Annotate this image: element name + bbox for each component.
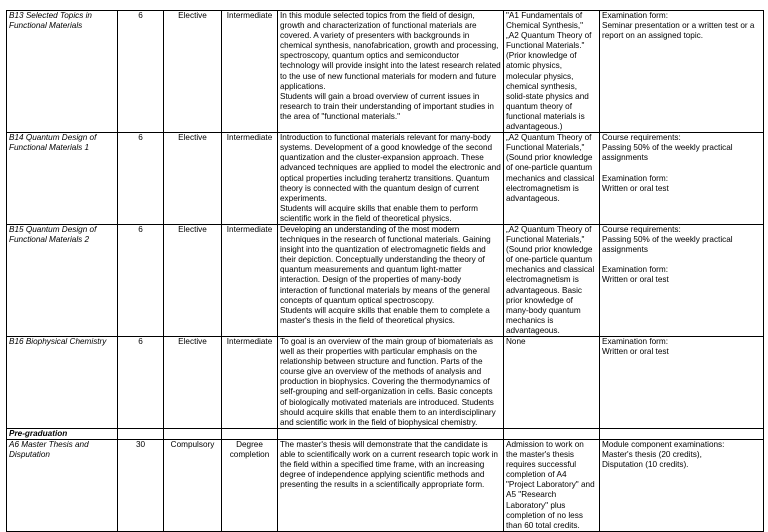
assessment-cell: Course requirements: Passing 50% of the weekly practical assignments Examination form: Written or oral test: [600, 133, 764, 225]
module-name-cell: A6 Master Thesis and Disputation: [7, 439, 118, 531]
empty-cell: [278, 428, 504, 439]
content-cell: In this module selected topics from the field of design, growth and characterization of functional materials are covered. A variety of presenters with backgrounds in chemical synthesis, nanofabrication, growth and processing, spectroscopy, quantum optics and semiconductor technology will provide insight into the latest research related to the use of new functional materials for modern and future applications. Students will gain a broad overview of current issues in research to train their understanding of important studies in the area of "functional materials.": [278, 11, 504, 133]
empty-cell: [600, 428, 764, 439]
credits-cell: 6: [118, 337, 164, 429]
content-cell: To goal is an overview of the main group of biomaterials as well as their properties with particular emphasis on the relationship between structure and function. Parts of the course give an overview of the methods of analysis and production in biophysics. Covering the thermodynamics of self-grouping and self-organization in cells. Basic concepts of biologically motivated materials are introduced. Students should acquire skills that enable them to an interdisciplinary and scientific work in the field of biophysical chemistry.: [278, 337, 504, 429]
prerequisites-cell: „A2 Quantum Theory of Functional Materials," (Sound prior knowledge of one-particle quantum mechanics and classical electromagnetism is advantageous.: [504, 133, 600, 225]
table-row: [7, 133, 764, 225]
section-label: Pre-graduation: [7, 428, 118, 439]
content-cell: Developing an understanding of the most modern techniques in the research of functional materials. Gaining insight into the quantization of electromagnetic fields and their depiction. Conceptually understanding the theory of quantum measurements and quantum light-matter interaction. Design of the properties of many-body interaction of functional materials by means of the general concepts of quantum optical spectroscopy. Students will acquire skills that enable them to complete a master's thesis in the field of theoretical physics.: [278, 224, 504, 336]
table-row: [7, 11, 764, 133]
content-cell: The master's thesis will demonstrate that the candidate is able to scientifically work on a current research topic work in the field within a specified time frame, with an increasing degree of independence applying scientific methods and presenting the results in a scientifically appropriate form.: [278, 439, 504, 531]
category-cell: Elective: [164, 133, 222, 225]
credits-cell: 6: [118, 133, 164, 225]
content-cell: Introduction to functional materials relevant for many-body systems. Development of a good knowledge of the second quantization and the cluster-expansion approach. These advanced techniques are applied to model the electronic and optical properties including terahertz transitions. Quantum theory is connected with the quantum design of current experiments. Students will acquire skills that enable them to perform scientific work in the field of theoretical physics.: [278, 133, 504, 225]
category-cell: Elective: [164, 11, 222, 133]
prerequisites-cell: None: [504, 337, 600, 429]
module-name-cell: B16 Biophysical Chemistry: [7, 337, 118, 429]
credits-cell: 6: [118, 11, 164, 133]
assessment-cell: Course requirements: Passing 50% of the weekly practical assignments Examination form: Written or oral test: [600, 224, 764, 336]
level-cell: Intermediate: [222, 224, 278, 336]
table-row: [7, 224, 764, 336]
section-row: [7, 428, 764, 439]
module-name-cell: B14 Quantum Design of Functional Materials 1: [7, 133, 118, 225]
category-cell: Elective: [164, 337, 222, 429]
table-row: [7, 439, 764, 531]
assessment-cell: Examination form: Written or oral test: [600, 337, 764, 429]
credits-cell: 6: [118, 224, 164, 336]
empty-cell: [504, 428, 600, 439]
module-name-cell: B15 Quantum Design of Functional Materials 2: [7, 224, 118, 336]
assessment-cell: Examination form: Seminar presentation or a written test or a report on an assigned topic.: [600, 11, 764, 133]
category-cell: Compulsory: [164, 439, 222, 531]
prerequisites-cell: „A2 Quantum Theory of Functional Materials," (Sound prior knowledge of one-particle quantum mechanics and classical electromagnetism is advantageous. Basic prior knowledge of many-body quantum mechanics is advantageous.: [504, 224, 600, 336]
level-cell: Degree completion: [222, 439, 278, 531]
category-cell: Elective: [164, 224, 222, 336]
assessment-cell: Module component examinations: Master's thesis (20 credits), Disputation (10 credits).: [600, 439, 764, 531]
empty-cell: [164, 428, 222, 439]
level-cell: Intermediate: [222, 11, 278, 133]
prerequisites-cell: "A1 Fundamentals of Chemical Synthesis," „A2 Quantum Theory of Functional Materials." (Prior knowledge of atomic physics, molecular physics, chemical synthesis, solid-state physics and quantum theory of functional materials is advantageous.): [504, 11, 600, 133]
prerequisites-cell: Admission to work on the master's thesis requires successful completion of A4 "Project Laboratory" and A5 "Research Laboratory" plus completion of no less than 60 total credits.: [504, 439, 600, 531]
table-body: [7, 11, 764, 532]
level-cell: Intermediate: [222, 337, 278, 429]
empty-cell: [222, 428, 278, 439]
level-cell: Intermediate: [222, 133, 278, 225]
module-name-cell: B13 Selected Topics in Functional Materials: [7, 11, 118, 133]
credits-cell: 30: [118, 439, 164, 531]
empty-cell: [118, 428, 164, 439]
module-table: [6, 10, 764, 532]
table-row: [7, 337, 764, 429]
